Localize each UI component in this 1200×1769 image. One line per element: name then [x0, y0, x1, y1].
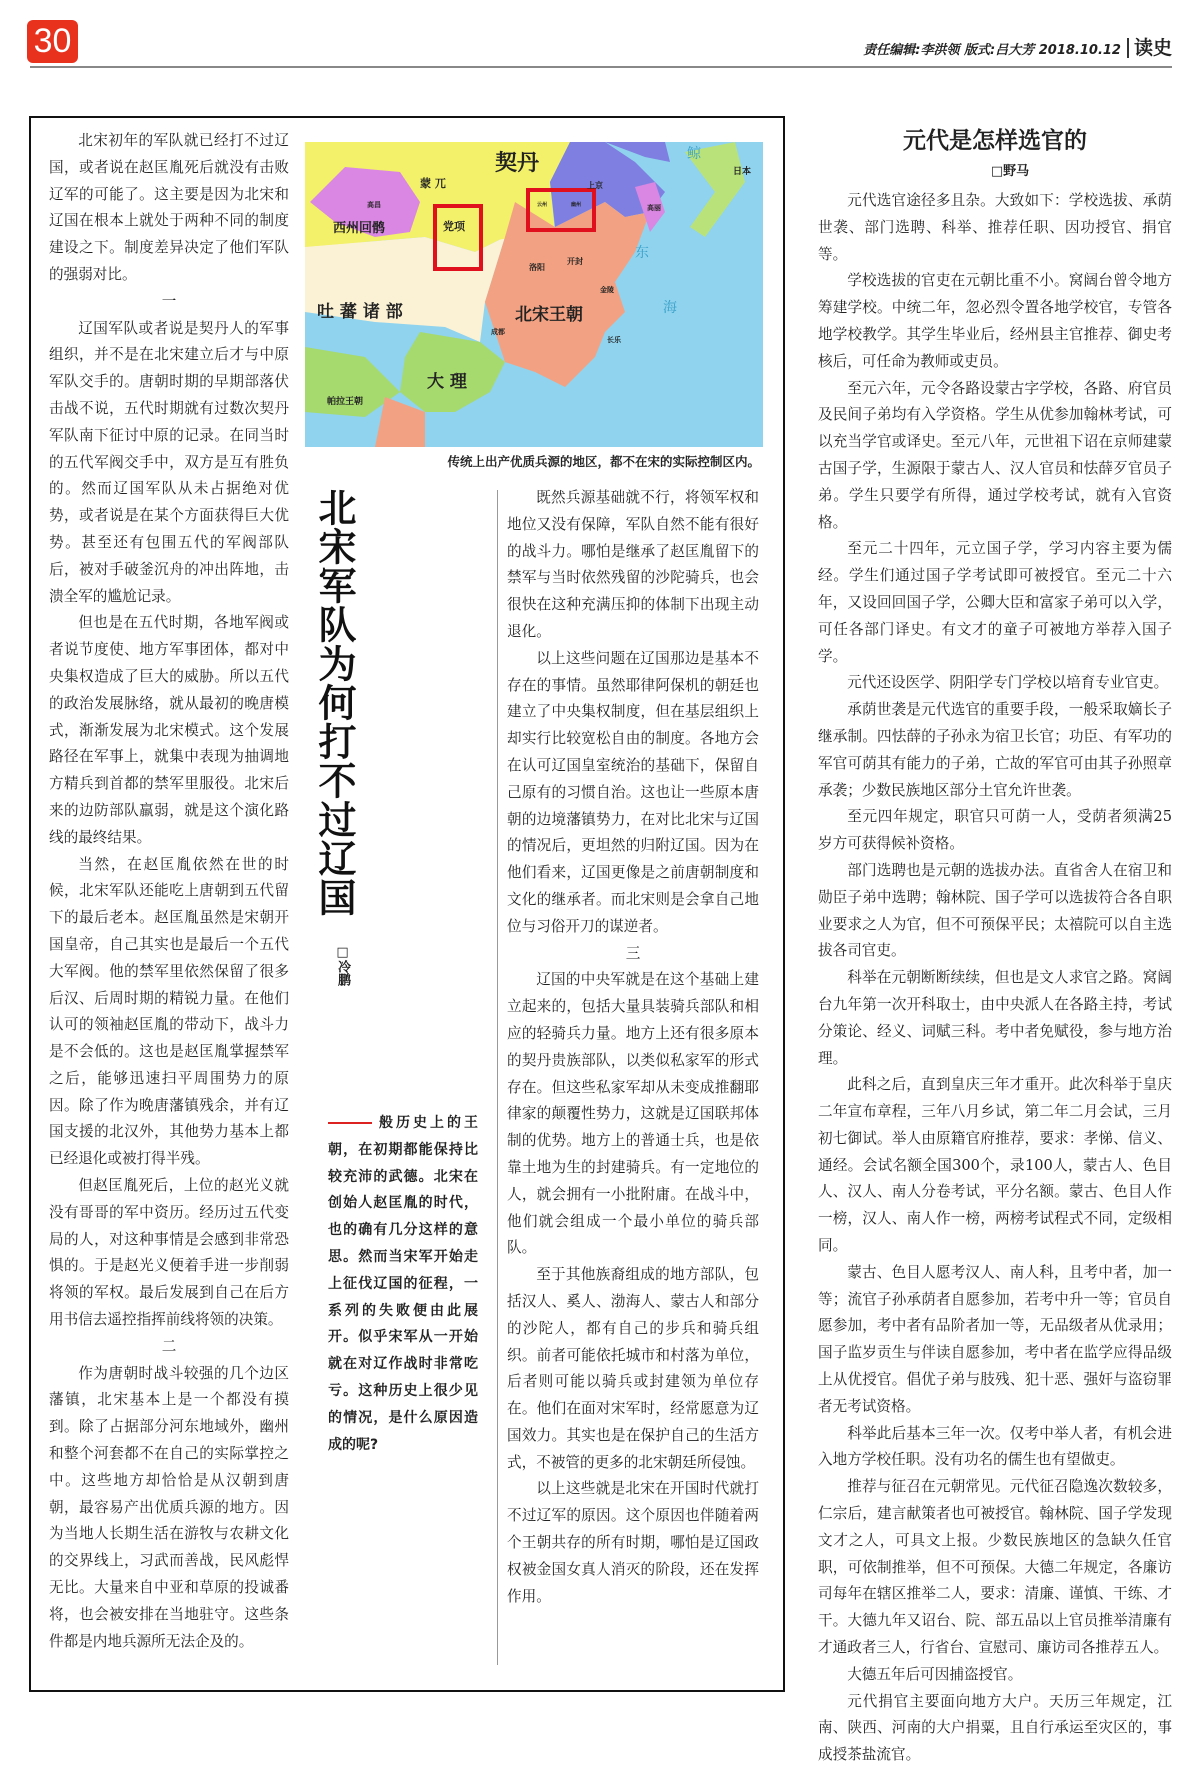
main-article-left-column	[49, 128, 289, 1655]
paragraph: 承荫世袭是元代选官的重要手段，一般采取嫡长子继承制。四怯薛的子孙永为宿卫长官；功臣、有军功的军官可荫其有能力的子弟，亡故的军官可由其子孙照章承袭；少数民族地区部分土官允许世袭。	[818, 701, 1172, 799]
map-label-tubo: 吐 蕃 诸 部	[317, 302, 403, 322]
paragraph: 当然，在赵匡胤依然在世的时候，北宋军队还能吃上唐朝到五代留下的最后老本。赵匡胤虽然是宋朝开国皇帝，自己其实也是最后一个五代大军阀。他的禁军里依然保留了很多后汉、后周时期的精锐力量。在他们认可的领袖赵匡胤的带动下，战斗力是不会低的。这也是赵匡胤掌握禁军之后，能够迅速扫平周围势力的原因。除了作为晚唐藩镇残余，并有辽国支援的北汉外，其他势力基本上都已经退化或被打得半残。	[49, 855, 289, 1168]
paragraph: 辽国的中央军就是在这个基础上建立起来的，包括大量具装骑兵部队和相应的轻骑兵力量。地方上还有很多原本的契丹贵族部队，以类似私家军的形式存在。但这些私家军却从未变成推翻耶律家的颠覆性势力，这就是辽国联邦体制的优势。地方上的普通士兵，也是依靠土地为生的封建骑兵。有一定地位的人，就会拥有一小批附庸。在战斗中，他们就会组成一个最小单位的骑兵部队。	[507, 971, 759, 1257]
page-number: 30	[27, 20, 78, 63]
map-label-beisong: 北宋王朝	[515, 305, 583, 325]
section-number: 一	[161, 292, 177, 310]
map-label-riben: 日本	[733, 167, 752, 177]
map-label-youzhou: 幽州	[571, 202, 582, 208]
paragraph: 北宋初年的军队就已经打不过辽国，或者说在赵匡胤死后就没有击败辽军的可能了。这主要是因为北宋和辽国在根本上就处于两种不同的制度建设之下。制度差异决定了他们军队的强弱对比。	[49, 132, 289, 283]
paragraph: 元代捐官主要面向地方大户。天历三年规定，江南、陕西、河南的大户捐粟，且自行承运至灾区的，事成授茶盐流官。	[818, 1692, 1172, 1764]
paragraph: 大德五年后可因捕盗授官。	[847, 1665, 1023, 1683]
paragraph: 但也是在五代时期，各地军阀或者说节度使、地方军事团体，都对中央集权造成了巨大的威胁。所以五代的政治发展脉络，就从最初的晚唐模式，渐渐发展为北宋模式。这个发展路径在军事上，就集中表现为抽调地方精兵到首都的禁军里服役。北宋后来的边防部队羸弱，就是这个演化路线的最终结果。	[49, 614, 289, 846]
section-number: 二	[161, 1337, 177, 1355]
map-label-dong: 东	[635, 245, 649, 261]
map-label-qidan: 契丹	[495, 151, 540, 176]
map-label-menggu: 蒙 兀	[420, 177, 446, 190]
map-label-gaoli: 高丽	[647, 204, 661, 212]
paragraph: 至元二十四年，元立国子学，学习内容主要为儒经。学生们通过国子学考试即可被授官。至元二十六年，又设回回国子学，公卿大臣和富家子弟可以入学，可任各部门译史。有文才的童子可被地方举荐入国子学。	[818, 540, 1172, 665]
column-divider	[497, 490, 498, 1665]
header-rule	[30, 66, 1172, 68]
map-label-dangxiang: 党项	[443, 220, 465, 233]
paragraph: 辽国军队或者说是契丹人的军事组织，并不是在北宋建立后才与中原军队交手的。唐朝时期的早期部落伏击战不说，五代时期就有过数次契丹军队南下征讨中原的记录。在同当时的五代军阀交手中，双方是互有胜负的。然而辽国军队从未占据绝对优势，或者说是在某个方面获得巨大优势。甚至还有包围五代的军阀部队后，被对手破釜沉舟的冲出阵地，击溃全军的尴尬记录。	[49, 319, 289, 605]
header-credits: 责任编辑:李洪领 版式:吕大芳 2018.10.12	[863, 43, 1121, 58]
map-label-poluo: 帕拉王朝	[327, 397, 364, 407]
main-article-author: □冷鹏	[335, 945, 350, 986]
map-label-jing: 鲸	[687, 146, 701, 162]
main-article-title: 北宋军队为何打不过辽国	[312, 488, 356, 917]
paragraph: 学校选拔的官吏在元朝比重不小。窝阔台曾令地方筹建学校。中统二年，忽必烈令置各地学校官，专管各地学校教学。其学生毕业后，经州县主官推荐、御史考核后，可任命为教师或吏员。	[818, 272, 1172, 370]
lead-text: 般历史上的王朝，在初期都能保持比较充沛的武德。北宋在创始人赵匡胤的时代，也的确有几分这样的意思。然而当宋军开始走上征伐辽国的征程，一系列的失败便由此展开。似乎宋军从一开始就在对辽作战时非常吃亏。这种历史上很少见的情况，是什么原因造成的呢?	[328, 1115, 478, 1453]
section-name: 读史	[1127, 38, 1172, 58]
paragraph: 既然兵源基础就不行，将领军权和地位又没有保障，军队自然不能有很好的战斗力。哪怕是继承了赵匡胤留下的禁军与当时依然残留的沙陀骑兵，也会很快在这种充满压抑的体制下出现主动退化。	[507, 489, 759, 640]
paragraph: 但赵匡胤死后，上位的赵光义就没有哥哥的军中资历。经历过五代变局的人，对这种事情是会感到非常恐惧的。于是赵光义便着手进一步削弱将领的军权。最后发展到自己在后方用书信去遥控指挥前线将领的决策。	[49, 1177, 289, 1329]
map-label-xizhou: 西州回鹘	[333, 221, 386, 236]
page-header	[863, 38, 1172, 58]
paragraph: 至于其他族裔组成的地方部队，包括汉人、奚人、渤海人、蒙古人和部分的沙陀人，都有自己的步兵和骑兵组织。前者可能依托城市和村落为单位，后者则可能以骑兵或封建领为单位存在。他们在面对宋军时，经常愿意为辽国效力。其实也是在保护自己的生活方式，不被管的更多的北宋朝廷所侵蚀。	[507, 1266, 759, 1471]
map-label-hai: 海	[663, 300, 677, 316]
side-article-body	[818, 188, 1172, 1769]
paragraph: 蒙古、色目人愿考汉人、南人科，且考中者，加一等；流官子孙承荫者自愿参加，若考中升一等；官员自愿参加，考中者有品阶者加一等，无品级者从优录用；国子监岁贡生与伴读自愿参加，考中者在监学应得品级上从优授官。倡优子弟与肢残、犯十恶、强奸与盗窃罪者无考试资格。	[818, 1263, 1172, 1415]
main-article-middle-column	[507, 485, 759, 1610]
paragraph: 元代选官途径多且杂。大致如下：学校选拔、承荫世袭、部门选聘、科举、推荐任职、因功授官、捐官等。	[818, 192, 1172, 263]
map-label-gaochang: 高昌	[367, 201, 381, 209]
main-article-lead	[328, 1110, 478, 1458]
map-label-jinling: 金陵	[600, 286, 614, 294]
map-caption: 传统上出产优质兵源的地区，都不在宋的实际控制区内。	[447, 454, 760, 469]
paragraph: 元代还设医学、阴阳学专门学校以培育专业官吏。	[847, 674, 1169, 692]
paragraph: 作为唐朝时战斗较强的几个边区藩镇，北宋基本上是一个都没有摸到。除了占据部分河东地域外，幽州和整个河套都不在自己的实际掌控之中。这些地方却恰恰是从汉朝到唐朝，最容易产出优质兵源的地方。因为当地人长期生活在游牧与农耕文化的交界线上，习武而善战，民风彪悍无比。大量来自中亚和草原的投诚番将，也会被安排在当地驻守。这些条件都是内地兵源所无法企及的。	[49, 1364, 289, 1650]
map-label-dali: 大 理	[427, 372, 467, 392]
paragraph: 至元六年，元令各路设蒙古字学校，各路、府官员及民间子弟均有入学资格。学生从优参加翰林考试，可以充当学官或译史。至元八年，元世祖下诏在京师建蒙古国子学，生源限于蒙古人、汉人官员和怯薛歹官员子弟。学生只要学有所得，通过学校考试，就有入官资格。	[818, 379, 1172, 531]
paragraph: 以上这些问题在辽国那边是基本不存在的事情。虽然耶律阿保机的朝廷也建立了中央集权制度，但在基层组织上却实行比较宽松自由的制度。各地方会在认可辽国皇室统治的基础下，保留自己原有的习惯自治。这也让一些原本唐朝的边境藩镇势力，在对比北宋与辽国的情况后，更坦然的归附辽国。因为在他们看来，辽国更像是之前唐朝制度和文化的继承者。而北宋则是会拿自己地位与习俗开刀的谋逆者。	[507, 649, 759, 935]
historical-map	[305, 142, 763, 447]
map-label-yunzhou: 云州	[537, 202, 548, 208]
paragraph: 部门选聘也是元朝的选拔办法。直省舍人在宿卫和勋臣子弟中选聘；翰林院、国子学可以选拔符合各自职业要求之人为官，但不可预保平民；太禧院可以自主选拔各司官吏。	[818, 861, 1172, 960]
lead-dropcap-dash	[328, 1122, 372, 1124]
paragraph: 科举在元朝断断续续，但也是文人求官之路。窝阔台九年第一次开科取士，由中央派人在各路主持，考试分策论、经义、词赋三科。考中者免赋役，参与地方治理。	[818, 969, 1172, 1067]
side-article-title: 元代是怎样选官的	[903, 128, 1087, 154]
map-label-chengdu: 成都	[491, 328, 505, 336]
section-number: 三	[625, 944, 641, 962]
map-label-luoyang: 洛阳	[529, 263, 545, 272]
paragraph: 科举此后基本三年一次。仅考中举人者，有机会进入地方学校任职。没有功名的儒生也有望做吏。	[818, 1424, 1172, 1469]
paragraph: 以上这些就是北宋在开国时代就打不过辽军的原因。这个原因也伴随着两个王朝共存的所有时期，哪怕是辽国政权被金国女真人消灭的阶段，还在发挥作用。	[507, 1480, 759, 1605]
map-label-changle: 长乐	[607, 336, 621, 344]
paragraph: 此科之后，直到皇庆三年才重开。此次科举于皇庆二年宣布章程，三年八月乡试，第二年二月会试，三月初七御试。举人由原籍官府推荐，要求：孝悌、信义、通经。会试名额全国300个，录100人，蒙古人、色目人、汉人、南人分卷考试，平分名额。蒙古、色目人作一榜，汉人、南人作一榜，两榜考试程式不同，定级相同。	[818, 1076, 1172, 1255]
map-label-kaifeng: 开封	[567, 257, 583, 266]
paragraph: 至元四年规定，职官只可荫一人，受荫者须满25岁方可获得候补资格。	[818, 808, 1172, 853]
map-label-shangjing: 上京	[587, 181, 603, 190]
side-article-author: □野马	[990, 164, 1030, 179]
paragraph: 推荐与征召在元朝常见。元代征召隐逸次数较多，仁宗后，建言献策者也可被授官。翰林院、国子学发现文才之人，可具文上报。少数民族地区的急缺久任官职，可依制推举，但不可预保。大德二年规定，各廉访司每年在辖区推举二人，要求：清廉、谨慎、干练、才干。大德九年又诏台、院、部五品以上官员推举清廉有才通政者三人，行省台、宣慰司、廉访司各推荐五人。	[818, 1478, 1172, 1657]
